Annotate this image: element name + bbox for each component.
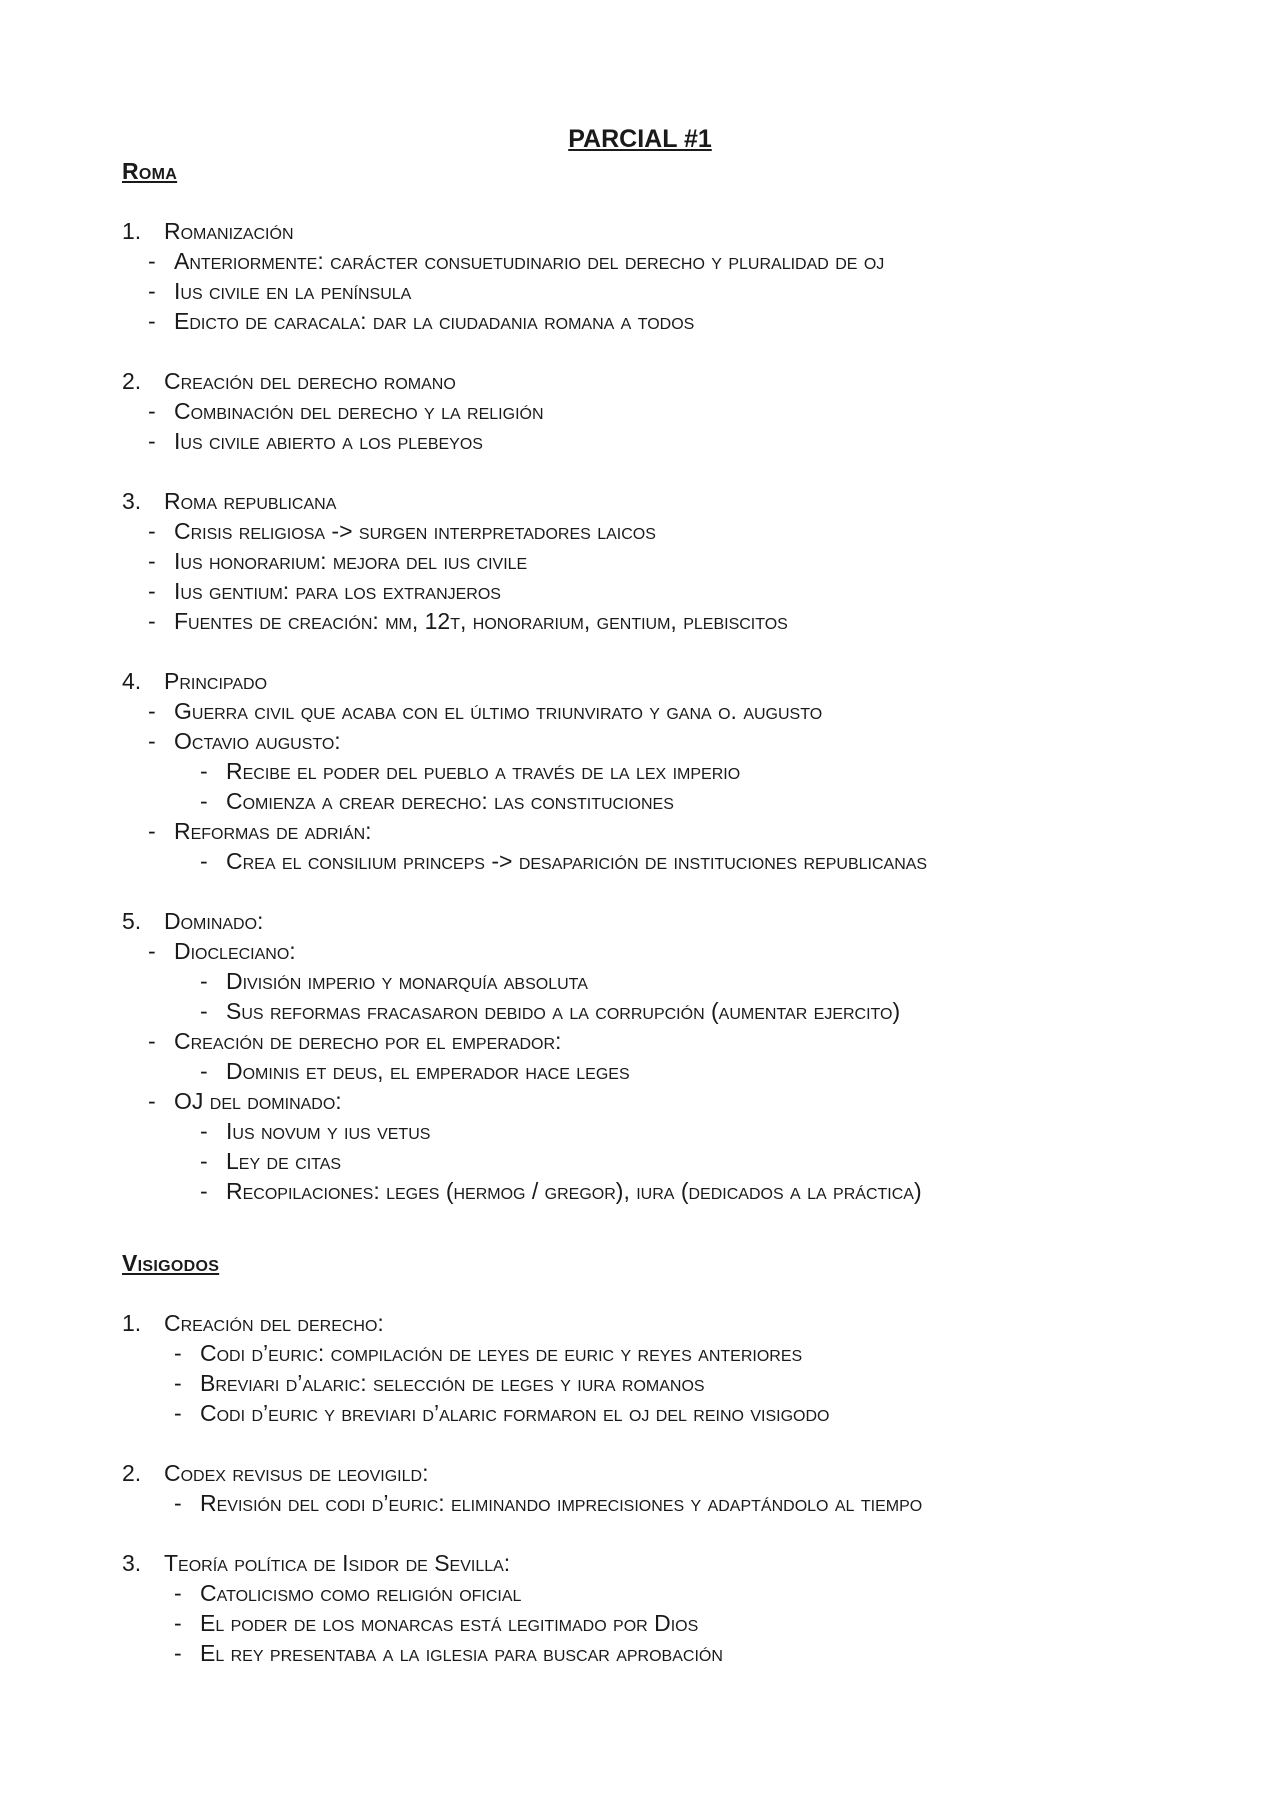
list-item-number: 3. Roma republicana bbox=[122, 488, 337, 514]
list-item: - Recibe el poder del pueblo a través de la lex imperio bbox=[200, 758, 741, 784]
list-item-number: 1. Romanización bbox=[122, 218, 294, 244]
list-item: - Diocleciano: bbox=[148, 938, 296, 964]
list-item-number: 3. Teoría política de Isidor de Sevilla: bbox=[122, 1550, 511, 1576]
list-item: - Comienza a crear derecho: las constituciones bbox=[200, 788, 674, 814]
list-item: - Octavio augusto: bbox=[148, 728, 341, 754]
list-item: - Anteriormente: carácter consuetudinario del derecho y pluralidad de oj bbox=[148, 248, 885, 274]
list-item: - Edicto de caracala: dar la ciudadania romana a todos bbox=[148, 308, 695, 334]
page-title: PARCIAL #1 bbox=[568, 125, 712, 153]
list-item: - Codi d’euric: compilación de leyes de euric y reyes anteriores bbox=[174, 1340, 803, 1366]
list-item: - Fuentes de creación: mm, 12t, honorarium, gentium, plebiscitos bbox=[148, 608, 788, 634]
list-item: - El rey presentaba a la iglesia para buscar aprobación bbox=[174, 1640, 723, 1666]
list-item: - División imperio y monarquía absoluta bbox=[200, 968, 588, 994]
list-item: - OJ del dominado: bbox=[148, 1088, 342, 1114]
list-item: - Ius civile abierto a los plebeyos bbox=[148, 428, 483, 454]
section-heading-visigodos: Visigodos bbox=[122, 1250, 220, 1276]
list-item: - Revisión del codi d’euric: eliminando imprecisiones y adaptándolo al tiempo bbox=[174, 1490, 923, 1516]
list-item-number: 2. Creación del derecho romano bbox=[122, 368, 456, 394]
list-item: - Ius honorarium: mejora del ius civile bbox=[148, 548, 528, 574]
list-item: - Guerra civil que acaba con el último triunvirato y gana o. augusto bbox=[148, 698, 823, 724]
list-item-number: 5. Dominado: bbox=[122, 908, 264, 934]
list-item: - Codi d’euric y breviari d’alaric formaron el oj del reino visigodo bbox=[174, 1400, 830, 1426]
list-item: - Ius novum y ius vetus bbox=[200, 1118, 431, 1144]
list-item: - El poder de los monarcas está legitimado por Dios bbox=[174, 1610, 699, 1636]
list-item: - Breviari d’alaric: selección de leges y iura romanos bbox=[174, 1370, 705, 1396]
list-item: - Ius civile en la península bbox=[148, 278, 412, 304]
list-item: - Combinación del derecho y la religión bbox=[148, 398, 544, 424]
list-item: - Creación de derecho por el emperador: bbox=[148, 1028, 562, 1054]
list-item-number: 2. Codex revisus de leovigild: bbox=[122, 1460, 429, 1486]
list-item-number: 4. Principado bbox=[122, 668, 268, 694]
list-item: - Crisis religiosa -> surgen interpretadores laicos bbox=[148, 518, 656, 544]
list-item: - Reformas de adrián: bbox=[148, 818, 372, 844]
list-item: - Crea el consilium princeps -> desaparición de instituciones republicanas bbox=[200, 848, 928, 874]
list-item: - Ley de citas bbox=[200, 1148, 342, 1174]
list-item: - Ius gentium: para los extranjeros bbox=[148, 578, 501, 604]
list-item: - Recopilaciones: leges (hermog / gregor), iura (dedicados a la práctica) bbox=[200, 1178, 922, 1204]
list-item-number: 1. Creación del derecho: bbox=[122, 1310, 384, 1336]
list-item: - Dominis et deus, el emperador hace leges bbox=[200, 1058, 630, 1084]
list-item: - Catolicismo como religión oficial bbox=[174, 1580, 522, 1606]
list-item: - Sus reformas fracasaron debido a la corrupción (aumentar ejercito) bbox=[200, 998, 901, 1024]
section-heading-roma: Roma bbox=[122, 158, 178, 184]
